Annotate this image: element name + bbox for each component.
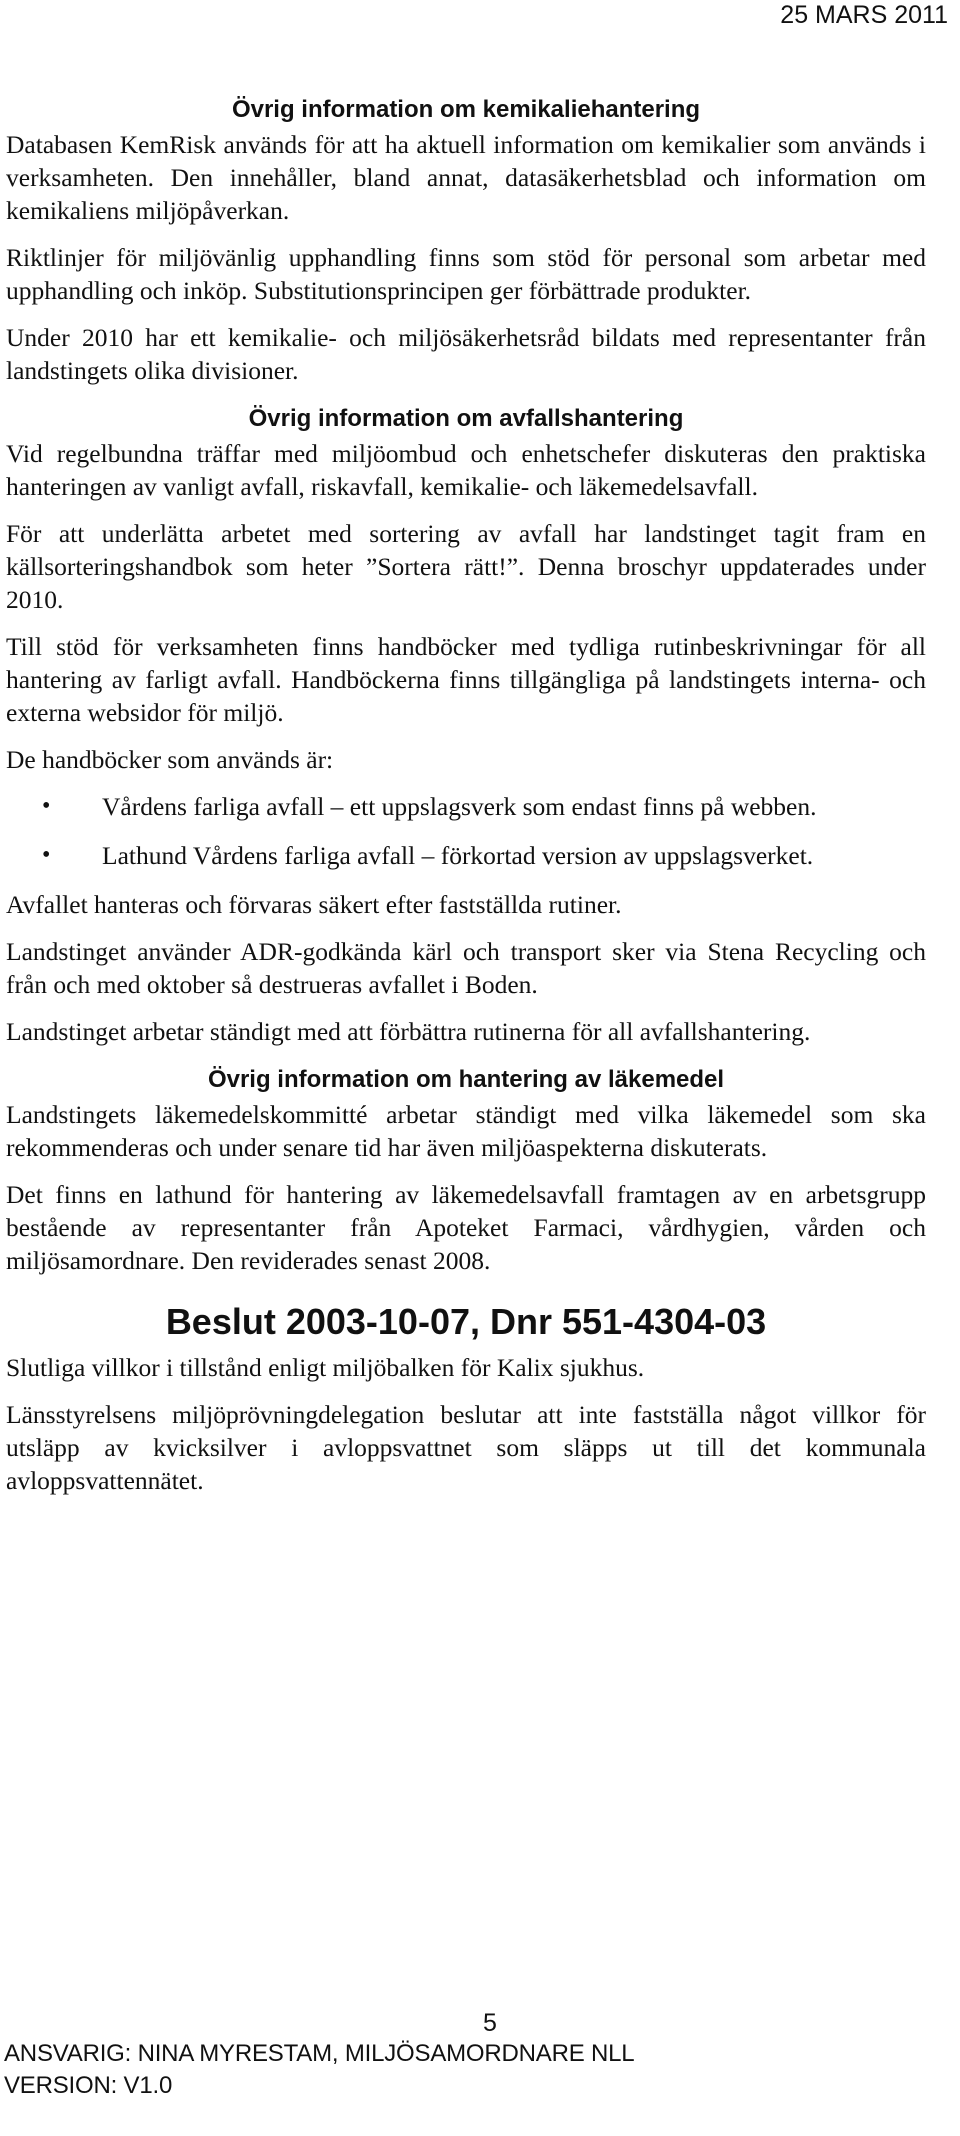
paragraph: Riktlinjer för miljövänlig upphandling finns som stöd för personal som arbetar med upphandling och inköp. Substitutionsprincipen ger förbättrade produkter. — [6, 243, 926, 305]
handbook-list — [6, 790, 926, 872]
page-number: 5 — [483, 2009, 497, 2037]
paragraph: De handböcker som används är: — [6, 745, 334, 774]
paragraph: Databasen KemRisk används för att ha aktuell information om kemikalier som används i verksamheten. Den innehåller, bland annat, datasäkerhetsblad och information om kemikaliens miljöpåverkan. — [6, 130, 926, 225]
section-decision — [6, 1299, 926, 1497]
document-body — [6, 92, 926, 1511]
paragraph: Landstinget använder ADR-godkända kärl och transport sker via Stena Recycling och från och med oktober så destrueras avfallet i Boden. — [6, 937, 926, 999]
page-footer — [0, 2008, 960, 2102]
section-waste-handling — [6, 401, 926, 1048]
footer-version: VERSION: V1.0 — [4, 2072, 173, 2099]
paragraph: Under 2010 har ett kemikalie- och miljösäkerhetsråd bildats med representanter från landstingets olika divisioner. — [6, 323, 926, 385]
paragraph: Slutliga villkor i tillstånd enligt miljöbalken för Kalix sjukhus. — [6, 1353, 645, 1382]
paragraph: Landstinget arbetar ständigt med att förbättra rutinerna för all avfallshantering. — [6, 1017, 811, 1046]
section-heading: Övrig information om hantering av läkemedel — [207, 1066, 725, 1093]
bullet-icon: • — [42, 842, 51, 868]
list-item-text: Lathund Vårdens farliga avfall – förkortad version av uppslagsverket. — [102, 841, 814, 870]
list-item — [6, 839, 926, 872]
section-medicine-handling — [6, 1062, 926, 1277]
section-heading: Övrig information om kemikaliehantering — [231, 96, 701, 123]
footer-responsible: ANSVARIG: NINA MYRESTAM, MILJÖSAMORDNARE NLL — [4, 2040, 635, 2067]
header-date: 25 MARS 2011 — [780, 1, 948, 29]
section-heading: Övrig information om avfallshantering — [248, 405, 684, 432]
paragraph: Länsstyrelsens miljöprövningdelegation beslutar att inte fastställa något villkor för utsläpp av kvicksilver i avloppsvattnet som släpps ut till det kommunala avloppsvattennätet. — [6, 1400, 926, 1495]
list-item-text: Vårdens farliga avfall – ett uppslagsverk som endast finns på webben. — [102, 792, 817, 821]
paragraph: För att underlätta arbetet med sortering av avfall har landstinget tagit fram en källsorteringshandbok som heter ”Sortera rätt!”. Denna broschyr uppdaterades under 2010. — [6, 519, 926, 614]
paragraph: Det finns en lathund för hantering av läkemedelsavfall framtagen av en arbetsgrupp bestående av representanter från Apoteket Farmaci, vårdhygien, vården och miljösamordnare. Den reviderades senast 2008. — [6, 1180, 926, 1275]
paragraph: Vid regelbundna träffar med miljöombud och enhetschefer diskuteras den praktiska hanteringen av vanligt avfall, riskavfall, kemikalie- och läkemedelsavfall. — [6, 439, 926, 501]
paragraph: Avfallet hanteras och förvaras säkert efter fastställda rutiner. — [6, 890, 622, 919]
paragraph: Landstingets läkemedelskommitté arbetar ständigt med vilka läkemedel som ska rekommenderas och under senare tid har även miljöaspekterna diskuterats. — [6, 1100, 926, 1162]
list-item — [6, 790, 926, 823]
section-chemical-handling — [6, 92, 926, 387]
paragraph: Till stöd för verksamheten finns handböcker med tydliga rutinbeskrivningar för all hantering av farligt avfall. Handböckerna finns tillgängliga på landstingets interna- och externa websidor för miljö. — [6, 632, 926, 727]
bullet-icon: • — [42, 793, 51, 819]
decision-heading: Beslut 2003-10-07, Dnr 551-4304-03 — [165, 1301, 767, 1342]
